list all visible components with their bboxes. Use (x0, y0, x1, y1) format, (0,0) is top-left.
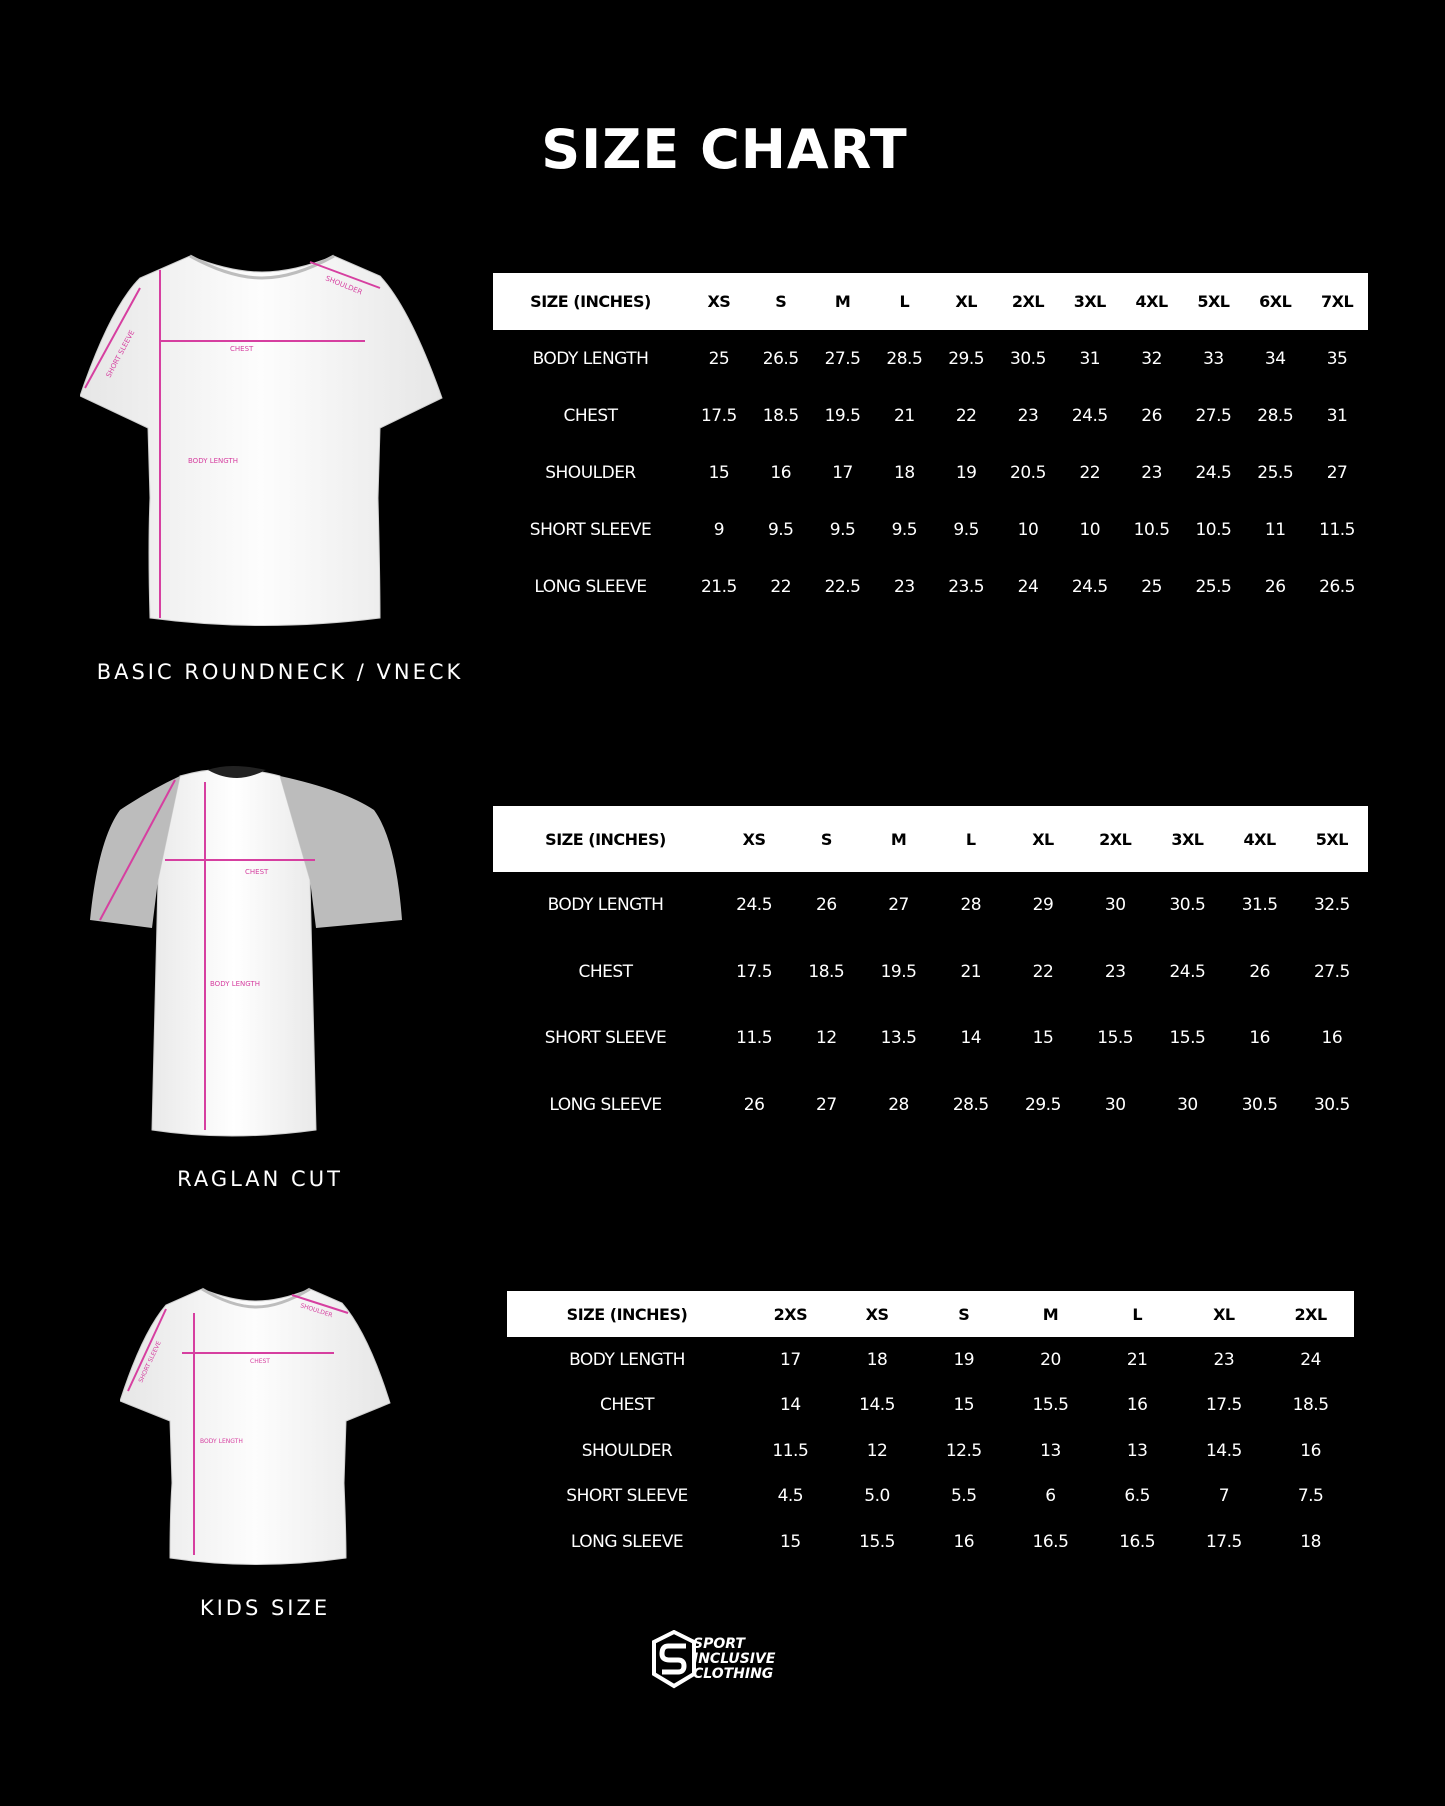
section-label-raglan: RAGLAN CUT (177, 1167, 343, 1191)
section-label-roundneck: BASIC ROUNDNECK / VNECK (96, 660, 464, 684)
measurement-value: 33 (1203, 348, 1224, 369)
table-row (493, 387, 1368, 444)
measurement-value: 27 (1326, 462, 1348, 483)
sleeve-mark: SHORT SLEEVE (137, 1340, 163, 1384)
size-column-header: L (899, 292, 910, 311)
table-header-row (493, 806, 1368, 872)
measurement-value: 10.5 (1195, 519, 1232, 540)
measurement-value: 17 (780, 1349, 801, 1370)
measurement-label: CHEST (578, 961, 633, 982)
size-column-header: XS (865, 1304, 889, 1324)
measurement-label: LONG SLEEVE (549, 1094, 662, 1115)
measurement-value: 9.5 (829, 519, 856, 540)
measurement-value: 18 (894, 462, 915, 483)
measurement-value: 9.5 (767, 519, 794, 540)
shoulder-mark: SHOULDER (324, 274, 364, 297)
measurement-value: 16 (770, 462, 792, 483)
raglan-shirt-diagram (90, 760, 410, 1140)
measurement-value: 23 (1141, 462, 1162, 483)
size-units-header: SIZE (INCHES) (530, 292, 651, 311)
size-column-header: 2XL (1294, 1304, 1327, 1324)
measurement-value: 22.5 (824, 576, 861, 597)
size-column-header: 3XL (1073, 292, 1106, 311)
size-column-header: 2XL (1099, 829, 1132, 849)
size-column-header: XL (955, 292, 977, 311)
measurement-value: 17.5 (1205, 1395, 1242, 1416)
table-row (507, 1337, 1354, 1383)
measurement-value: 28.5 (1257, 405, 1294, 426)
measurement-value: 28.5 (886, 348, 923, 369)
measurement-value: 21 (1126, 1349, 1148, 1370)
body-length-mark: BODY LENGTH (200, 1438, 243, 1445)
measurement-value: 15.5 (1097, 1028, 1134, 1049)
measurement-value: 30.5 (1169, 895, 1206, 916)
measurement-value: 22 (1079, 462, 1101, 483)
table-row (493, 1005, 1368, 1072)
measurement-value: 9 (713, 519, 725, 540)
measurement-value: 7 (1218, 1486, 1230, 1507)
size-column-header: S (775, 292, 787, 311)
measurement-value: 25 (708, 348, 730, 369)
roundneck-shirt-diagram (80, 248, 445, 628)
measurement-value: 20.5 (1010, 462, 1046, 483)
size-column-header: M (890, 829, 907, 849)
table-row (493, 872, 1368, 939)
table-row (507, 1383, 1354, 1429)
measurement-value: 23 (1104, 961, 1126, 982)
measurement-value: 17.5 (700, 405, 737, 426)
measurement-value: 26 (1264, 576, 1286, 597)
table-row (507, 1428, 1354, 1474)
measurement-label: BODY LENGTH (532, 348, 649, 369)
measurement-value: 13 (1126, 1440, 1148, 1461)
measurement-value: 13.5 (880, 1028, 917, 1049)
measurement-value: 21 (894, 405, 915, 426)
table-row (493, 444, 1368, 501)
size-column-header: XS (742, 829, 766, 849)
measurement-label: CHEST (563, 405, 618, 426)
measurement-value: 12 (866, 1440, 888, 1461)
measurement-value: 28.5 (952, 1094, 989, 1115)
measurement-value: 5.0 (864, 1486, 890, 1507)
measurement-value: 19.5 (824, 405, 861, 426)
measurement-value: 29.5 (1025, 1094, 1061, 1115)
size-column-header: XL (1032, 829, 1054, 849)
measurement-value: 23 (894, 576, 915, 597)
measurement-value: 30 (1104, 895, 1126, 916)
measurement-label: LONG SLEEVE (570, 1531, 684, 1552)
measurement-value: 11.5 (1319, 519, 1355, 540)
chest-mark: CHEST (250, 1358, 270, 1365)
size-units-header: SIZE (INCHES) (566, 1304, 688, 1324)
table-row (493, 558, 1368, 615)
body-length-mark: BODY LENGTH (188, 457, 238, 465)
measurement-value: 11.5 (736, 1028, 773, 1049)
measurement-value: 18.5 (762, 405, 799, 426)
measurement-value: 12 (816, 1028, 837, 1049)
size-column-header: L (965, 829, 976, 849)
size-column-header: 4XL (1135, 292, 1168, 311)
brand-name (693, 1637, 775, 1682)
measurement-value: 10.5 (1133, 519, 1170, 540)
measurement-value: 18 (866, 1349, 888, 1370)
measurement-label: SHORT SLEEVE (566, 1486, 688, 1507)
measurement-value: 4.5 (777, 1486, 804, 1507)
size-column-header: S (958, 1304, 970, 1324)
size-column-header: XL (1213, 1304, 1235, 1324)
size-table-kids (507, 1291, 1354, 1565)
measurement-value: 20 (1040, 1349, 1061, 1370)
body-length-mark: BODY LENGTH (210, 980, 260, 988)
measurement-value: 22 (955, 405, 977, 426)
sleeve-mark: SHORT SLEEVE (104, 328, 137, 379)
measurement-value: 25 (1141, 576, 1162, 597)
size-column-header: XS (707, 292, 731, 311)
measurement-value: 14.5 (1205, 1440, 1242, 1461)
measurement-value: 27 (888, 895, 909, 916)
measurement-value: 23.5 (948, 576, 985, 597)
measurement-label: CHEST (599, 1395, 655, 1416)
measurement-value: 27.5 (1313, 961, 1350, 982)
measurement-label: SHORT SLEEVE (529, 519, 652, 540)
measurement-value: 30.5 (1241, 1094, 1278, 1115)
size-column-header: 2XS (773, 1304, 808, 1324)
measurement-value: 18.5 (1292, 1395, 1329, 1416)
measurement-value: 15 (1032, 1028, 1054, 1049)
measurement-value: 15 (953, 1395, 975, 1416)
page-title: SIZE CHART (541, 118, 908, 181)
measurement-value: 24.5 (1195, 462, 1232, 483)
measurement-value: 10 (1017, 519, 1039, 540)
measurement-value: 25.5 (1257, 462, 1294, 483)
measurement-value: 30.5 (1313, 1094, 1350, 1115)
measurement-value: 15.5 (1032, 1395, 1069, 1416)
measurement-value: 11.5 (772, 1440, 809, 1461)
measurement-value: 17.5 (736, 961, 773, 982)
table-row (493, 939, 1368, 1006)
brand-line-3: CLOTHING (693, 1666, 774, 1682)
table-header-row (493, 273, 1368, 330)
measurement-value: 15.5 (1169, 1028, 1206, 1049)
size-column-header: 6XL (1259, 292, 1292, 311)
measurement-value: 6.5 (1124, 1486, 1150, 1507)
measurement-value: 17.5 (1205, 1531, 1242, 1552)
measurement-value: 21 (960, 961, 982, 982)
measurement-value: 15 (780, 1531, 801, 1552)
measurement-label: SHORT SLEEVE (544, 1028, 667, 1049)
size-column-header: L (1132, 1304, 1143, 1324)
measurement-value: 27.5 (824, 348, 861, 369)
measurement-value: 34 (1264, 348, 1286, 369)
size-column-header: 7XL (1320, 292, 1354, 311)
measurement-value: 11 (1264, 519, 1286, 540)
measurement-value: 31 (1326, 405, 1348, 426)
measurement-value: 24 (1300, 1349, 1321, 1370)
measurement-value: 30 (1104, 1094, 1126, 1115)
measurement-value: 24.5 (1071, 576, 1108, 597)
measurement-value: 29 (1032, 895, 1054, 916)
measurement-value: 27.5 (1195, 405, 1232, 426)
measurement-value: 26 (743, 1094, 765, 1115)
size-table-roundneck (493, 273, 1368, 615)
measurement-value: 16 (1126, 1395, 1148, 1416)
measurement-value: 14.5 (859, 1395, 895, 1416)
size-column-header: M (834, 292, 851, 311)
table-row (507, 1519, 1354, 1565)
measurement-value: 16.5 (1032, 1531, 1069, 1552)
brand-line-1: SPORT (693, 1636, 745, 1652)
measurement-label: LONG SLEEVE (534, 576, 647, 597)
measurement-value: 7.5 (1297, 1486, 1324, 1507)
table-row (493, 330, 1368, 387)
size-column-header: 5XL (1197, 292, 1230, 311)
measurement-value: 28 (888, 1094, 909, 1115)
measurement-value: 17 (832, 462, 853, 483)
measurement-value: 31 (1079, 348, 1101, 369)
measurement-value: 9.5 (953, 519, 979, 540)
measurement-value: 27 (816, 1094, 837, 1115)
measurement-value: 16 (953, 1531, 975, 1552)
measurement-value: 16 (1249, 1028, 1270, 1049)
measurement-value: 15 (708, 462, 730, 483)
measurement-value: 22 (770, 576, 792, 597)
measurement-value: 22 (1032, 961, 1054, 982)
measurement-value: 16 (1321, 1028, 1343, 1049)
shoulder-mark: SHOULDER (299, 1302, 334, 1320)
measurement-value: 19 (953, 1349, 975, 1370)
size-column-header: 2XL (1011, 292, 1045, 311)
measurement-label: SHOULDER (581, 1440, 673, 1461)
size-column-header: M (1042, 1304, 1059, 1324)
measurement-value: 26 (816, 895, 837, 916)
measurement-value: 26.5 (1319, 576, 1355, 597)
measurement-value: 25.5 (1195, 576, 1232, 597)
measurement-value: 24.5 (1071, 405, 1108, 426)
table-row (493, 501, 1368, 558)
size-column-header: 5XL (1315, 829, 1348, 849)
size-column-header: S (820, 829, 832, 849)
measurement-value: 23 (1017, 405, 1039, 426)
measurement-value: 19.5 (880, 961, 917, 982)
measurement-value: 24.5 (736, 895, 773, 916)
measurement-value: 5.5 (950, 1486, 977, 1507)
kids-shirt-diagram (120, 1283, 392, 1573)
measurement-label: SHOULDER (545, 462, 636, 483)
measurement-value: 28 (960, 895, 982, 916)
measurement-value: 14 (780, 1395, 801, 1416)
table-header-row (507, 1291, 1354, 1337)
measurement-value: 16 (1300, 1440, 1321, 1461)
measurement-value: 16.5 (1119, 1531, 1156, 1552)
measurement-value: 10 (1079, 519, 1101, 540)
section-label-kids: KIDS SIZE (199, 1596, 331, 1620)
brand-line-2: INCLUSIVE (693, 1651, 776, 1667)
measurement-value: 6 (1045, 1486, 1056, 1507)
measurement-value: 29.5 (948, 348, 985, 369)
table-row (507, 1474, 1354, 1520)
measurement-label: BODY LENGTH (547, 895, 664, 916)
measurement-value: 26 (1141, 405, 1162, 426)
table-row (493, 1072, 1368, 1139)
measurement-value: 13 (1040, 1440, 1061, 1461)
measurement-value: 18.5 (808, 961, 845, 982)
measurement-value: 23 (1213, 1349, 1235, 1370)
measurement-value: 12.5 (945, 1440, 982, 1461)
measurement-value: 14 (960, 1028, 982, 1049)
size-column-header: 4XL (1243, 829, 1276, 849)
measurement-value: 15.5 (859, 1531, 895, 1552)
measurement-value: 30 (1177, 1094, 1198, 1115)
measurement-value: 24 (1017, 576, 1039, 597)
measurement-label: BODY LENGTH (569, 1349, 685, 1370)
measurement-value: 9.5 (891, 519, 918, 540)
measurement-value: 21.5 (700, 576, 737, 597)
measurement-value: 30.5 (1010, 348, 1046, 369)
size-column-header: 3XL (1171, 829, 1204, 849)
size-units-header: SIZE (INCHES) (545, 829, 666, 849)
measurement-value: 26.5 (762, 348, 799, 369)
measurement-value: 19 (955, 462, 977, 483)
measurement-value: 31.5 (1241, 895, 1278, 916)
size-table-raglan (493, 806, 1368, 1138)
measurement-value: 26 (1249, 961, 1270, 982)
measurement-value: 32.5 (1313, 895, 1350, 916)
measurement-value: 24.5 (1169, 961, 1206, 982)
chest-mark: CHEST (230, 345, 254, 353)
measurement-value: 35 (1326, 348, 1348, 369)
measurement-value: 18 (1300, 1531, 1321, 1552)
chest-mark: CHEST (245, 868, 269, 876)
measurement-value: 32 (1141, 348, 1162, 369)
